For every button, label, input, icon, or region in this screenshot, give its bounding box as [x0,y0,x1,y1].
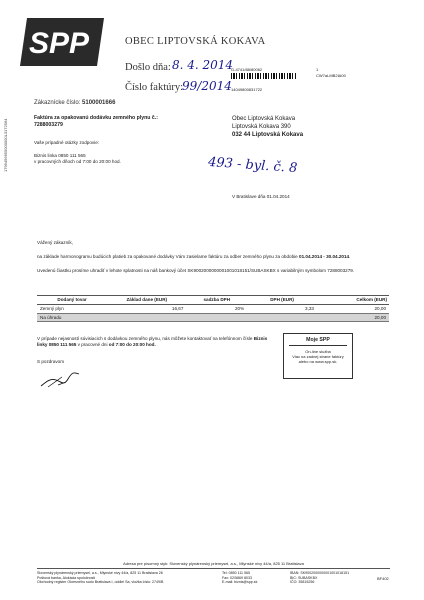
footer-code: BF402 [377,576,389,581]
total-row [37,313,389,322]
barcode-id: 14049800831722 [231,87,263,92]
greeting: Vážený zákazník, [37,240,74,245]
page-code: CW7aLMB2IA00 [316,73,346,78]
moje-spp-divider [289,345,347,346]
side-code: 1799456655000000L3172564 [3,118,8,172]
barcode [231,73,296,79]
billing-period: 01.04.2014 - 30.04.2014 [299,254,350,259]
total-label: Na úhradu [37,313,107,322]
svg-text:SPP: SPP [29,27,90,60]
company-name: OBEC LIPTOVSKÁ KOKAVA [125,36,266,47]
moje-spp-title: Moje SPP [306,337,330,343]
cell-vat-rate: 20% [186,304,247,313]
spp-logo [17,17,107,67]
closing-paragraph: V prípade nejasností súvisiacich s dodávkou zemného plynu, nás môžete kontaktovať na telefónnom čísle Biznis linky 0850 111 565 v pracovné dni od 7:00 do 20:00 hod. [37,336,268,347]
moje-spp-body: On-line služba Viac na zadnej strane faktúry alebo na www.spp.sk. [292,349,344,364]
cell-base: 16,67 [107,304,186,313]
cell-goods: Zemný plyn [37,304,107,313]
col-header-vat: DPH (EUR) [247,296,317,305]
customer-number-label: Zákaznícke číslo: [34,100,81,106]
hotline-line-1: Biznis linka 0850 111 565 [34,153,86,158]
recipient-line-1: Obec Liptovská Kokava [232,116,296,122]
recipient-line-2: Liptovská Kokava 390 [232,124,291,130]
received-date-handwritten: 8. 4. 2014 [172,58,234,72]
col-header-base: Základ dane (EUR) [107,296,186,305]
moje-spp-box [283,333,353,379]
footer-company: Slovenský plynárenský priemysel, a.s., Mlynské nivy 44/a, 825 11 Bratislava 26 Poštová banka, Alokácia spoločnosti Obchodný register Okresného súdu Bratislava I, oddiel Sa, vložka číslo: 2749/B [37,571,164,585]
footer-divider [37,568,390,569]
paragraph-period: na základe harmonogramu budúcich platieb za opakované dodávky Vám zasielame faktúru za odber zemného plynu za obdobie 01.04.2014 - 30.04.2014. [37,254,351,259]
page-number: 1 [316,67,319,72]
received-label: Došlo dňa: [125,62,171,73]
invoice-title: Faktúra za opakovanú dodávku zemného plynu č.: [34,115,158,121]
col-header-goods: Dodaný tovar [37,296,107,305]
footer-address: Adresa pre písomný styk: Slovenský plynárenský priemysel, a.s., Mlynské nivy 44/a, 825 11 Bratislava [123,561,304,566]
footer-bank: IBAN: SK9002000000001001018151 BIC: SUBASKBX IČO: 35815256 [290,571,350,585]
total-value: 20,00 [317,313,389,322]
invoice-number: 7288003279 [34,122,63,128]
signature [38,368,82,395]
col-header-total: Celkom (EUR) [317,296,389,305]
col-header-vat-rate: sadzba DPH [186,296,247,305]
paragraph-payment: Uvedenú čiastku prosíme uhradiť v lehote splatnosti na náš bankový účet SK9002000000001001018151/SUBASKBX s variabilným symbolom 7288003279. [37,268,355,273]
invoice-number-label: Číslo faktúry: [125,82,184,93]
footer-contact: Tel: 0850 111 565 Fax: 02/5869 8033 E-mail: biznis@spp.sk [222,571,258,585]
regards: S pozdravom [37,359,65,364]
handwritten-note: 493 - byl. č. 8 [207,154,298,177]
invoice-table [37,295,389,322]
place-date: V Bratislave dňa 01.04.2014 [232,194,290,199]
cell-vat: 3,33 [247,304,317,313]
table-row [37,304,389,313]
invoice-number-handwritten: 99/2014 [182,79,232,93]
questions-label: Vaše prípadné otázky zodpovie: [34,140,100,145]
recipient-line-3: 032 44 Liptovská Kokava [232,132,304,138]
hotline-line-2: v pracovných dňoch od 7:00 do 20:00 hod. [34,159,121,164]
cell-total: 20,00 [317,304,389,313]
barcode-number: G-4741/88/80062 [231,67,263,72]
customer-number-value: 5100001666 [82,100,116,106]
